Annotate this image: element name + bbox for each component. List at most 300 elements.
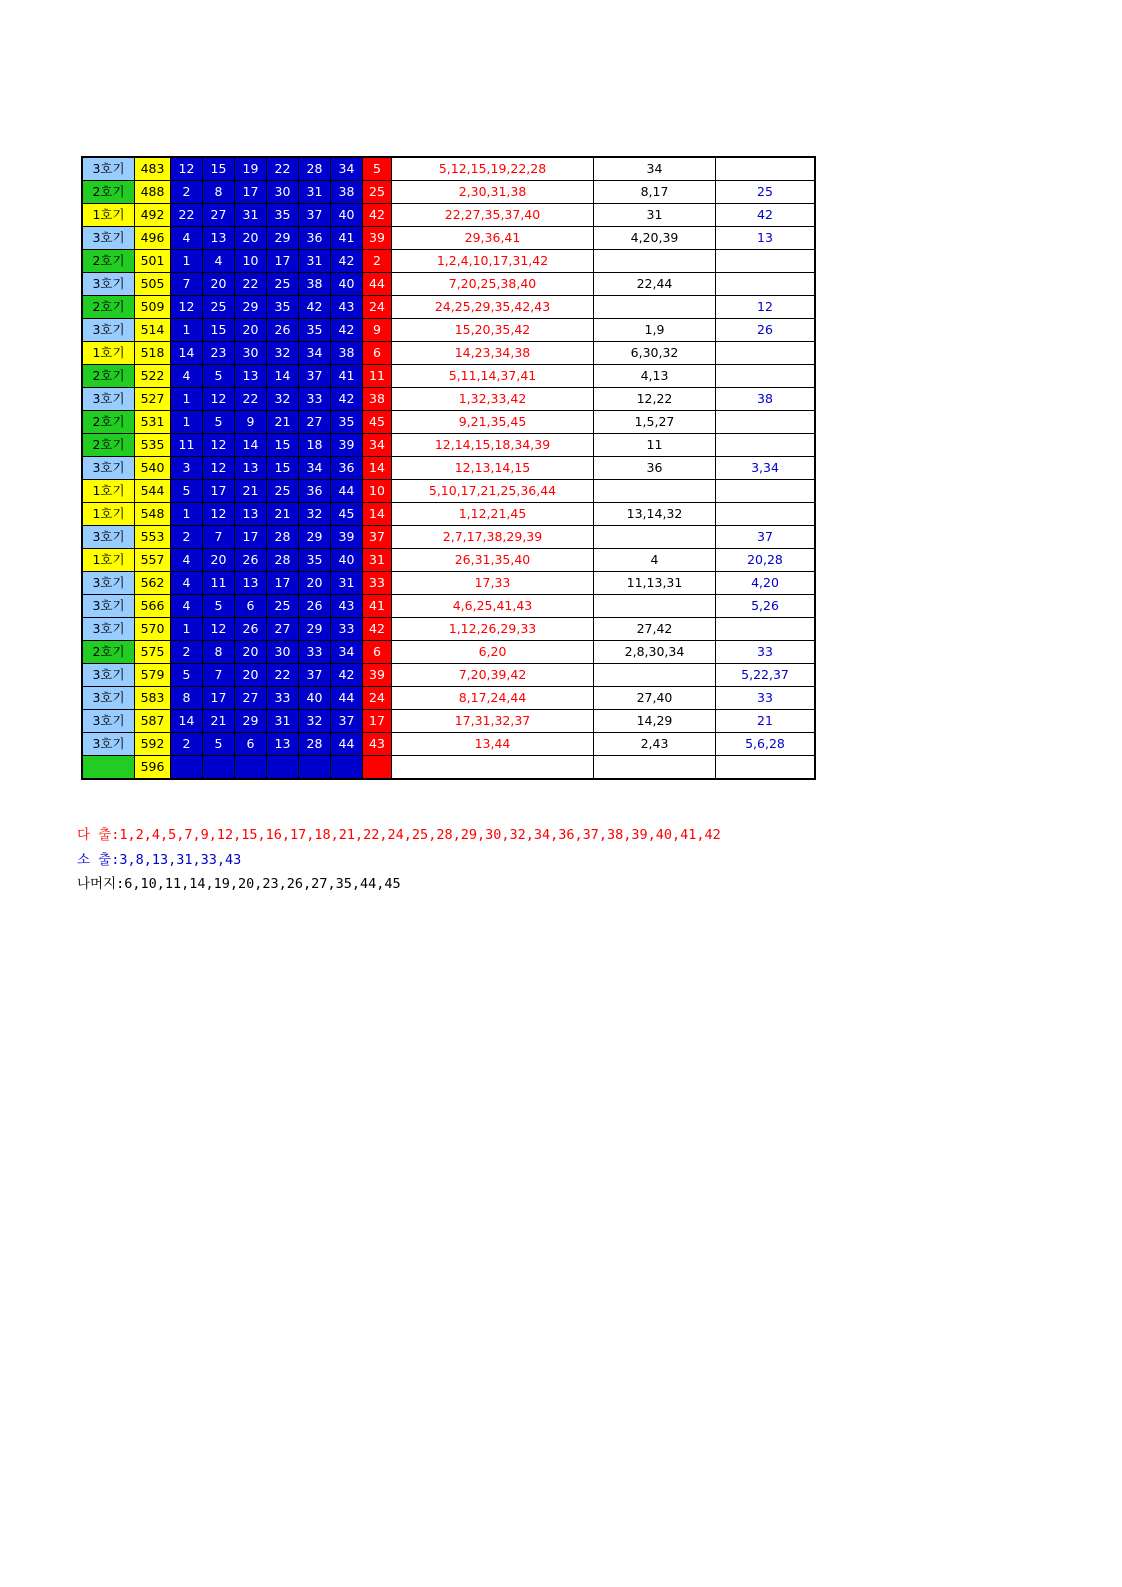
number-cell: 5 bbox=[203, 595, 235, 618]
draw-number-cell: 492 bbox=[135, 204, 171, 227]
result-b-cell: 34 bbox=[594, 157, 716, 181]
draw-number-cell: 488 bbox=[135, 181, 171, 204]
number-cell bbox=[235, 756, 267, 780]
number-cell: 31 bbox=[299, 181, 331, 204]
number-cell: 14 bbox=[171, 710, 203, 733]
number-cell: 39 bbox=[331, 526, 363, 549]
result-b-cell: 27,42 bbox=[594, 618, 716, 641]
result-a-cell: 2,30,31,38 bbox=[392, 181, 594, 204]
number-cell: 2 bbox=[171, 641, 203, 664]
result-b-cell bbox=[594, 480, 716, 503]
draw-number-cell: 562 bbox=[135, 572, 171, 595]
lotto-table bbox=[81, 156, 816, 780]
number-cell bbox=[267, 756, 299, 780]
result-a-cell: 26,31,35,40 bbox=[392, 549, 594, 572]
bonus-cell bbox=[363, 756, 392, 780]
number-cell: 27 bbox=[203, 204, 235, 227]
number-cell: 12 bbox=[203, 434, 235, 457]
number-cell: 4 bbox=[171, 595, 203, 618]
number-cell: 42 bbox=[331, 250, 363, 273]
number-cell: 36 bbox=[299, 480, 331, 503]
bonus-cell: 2 bbox=[363, 250, 392, 273]
bonus-cell: 42 bbox=[363, 204, 392, 227]
table-row bbox=[82, 664, 815, 687]
number-cell: 1 bbox=[171, 503, 203, 526]
result-c-cell: 33 bbox=[716, 641, 816, 664]
result-a-cell: 12,14,15,18,34,39 bbox=[392, 434, 594, 457]
result-c-cell: 33 bbox=[716, 687, 816, 710]
result-b-cell: 31 bbox=[594, 204, 716, 227]
number-cell: 40 bbox=[299, 687, 331, 710]
number-cell: 33 bbox=[267, 687, 299, 710]
machine-cell: 3호기 bbox=[82, 273, 135, 296]
result-a-cell bbox=[392, 756, 594, 780]
number-cell: 12 bbox=[203, 388, 235, 411]
table-row bbox=[82, 319, 815, 342]
number-cell: 8 bbox=[203, 181, 235, 204]
draw-number-cell: 579 bbox=[135, 664, 171, 687]
result-b-cell bbox=[594, 664, 716, 687]
number-cell: 14 bbox=[267, 365, 299, 388]
result-a-cell: 5,12,15,19,22,28 bbox=[392, 157, 594, 181]
number-cell: 17 bbox=[267, 572, 299, 595]
result-c-cell: 5,22,37 bbox=[716, 664, 816, 687]
number-cell: 13 bbox=[203, 227, 235, 250]
bonus-cell: 24 bbox=[363, 687, 392, 710]
machine-cell: 2호기 bbox=[82, 365, 135, 388]
result-a-cell: 2,7,17,38,29,39 bbox=[392, 526, 594, 549]
machine-cell: 3호기 bbox=[82, 618, 135, 641]
number-cell: 20 bbox=[299, 572, 331, 595]
number-cell: 4 bbox=[171, 365, 203, 388]
table-row bbox=[82, 549, 815, 572]
bonus-cell: 41 bbox=[363, 595, 392, 618]
number-cell: 4 bbox=[203, 250, 235, 273]
bonus-cell: 34 bbox=[363, 434, 392, 457]
number-cell: 21 bbox=[203, 710, 235, 733]
result-a-cell: 17,31,32,37 bbox=[392, 710, 594, 733]
number-cell: 36 bbox=[299, 227, 331, 250]
machine-cell: 2호기 bbox=[82, 641, 135, 664]
result-b-cell: 11 bbox=[594, 434, 716, 457]
number-cell: 2 bbox=[171, 526, 203, 549]
number-cell: 7 bbox=[203, 664, 235, 687]
table-row bbox=[82, 710, 815, 733]
result-a-cell: 5,11,14,37,41 bbox=[392, 365, 594, 388]
number-cell: 31 bbox=[331, 572, 363, 595]
result-a-cell: 1,32,33,42 bbox=[392, 388, 594, 411]
number-cell: 12 bbox=[203, 618, 235, 641]
table-row bbox=[82, 480, 815, 503]
number-cell: 38 bbox=[331, 342, 363, 365]
result-a-cell: 1,12,26,29,33 bbox=[392, 618, 594, 641]
number-cell: 20 bbox=[203, 273, 235, 296]
number-cell: 15 bbox=[203, 157, 235, 181]
result-a-cell: 1,12,21,45 bbox=[392, 503, 594, 526]
bonus-cell: 31 bbox=[363, 549, 392, 572]
bonus-cell: 10 bbox=[363, 480, 392, 503]
result-c-cell: 12 bbox=[716, 296, 816, 319]
result-a-cell: 8,17,24,44 bbox=[392, 687, 594, 710]
result-c-cell: 37 bbox=[716, 526, 816, 549]
result-b-cell: 2,8,30,34 bbox=[594, 641, 716, 664]
table-row bbox=[82, 365, 815, 388]
number-cell: 34 bbox=[299, 457, 331, 480]
result-a-cell: 24,25,29,35,42,43 bbox=[392, 296, 594, 319]
result-b-cell bbox=[594, 756, 716, 780]
number-cell: 25 bbox=[267, 273, 299, 296]
number-cell: 43 bbox=[331, 595, 363, 618]
number-cell: 29 bbox=[267, 227, 299, 250]
draw-number-cell: 496 bbox=[135, 227, 171, 250]
result-a-cell: 14,23,34,38 bbox=[392, 342, 594, 365]
machine-cell: 3호기 bbox=[82, 388, 135, 411]
result-b-cell: 27,40 bbox=[594, 687, 716, 710]
number-cell: 35 bbox=[331, 411, 363, 434]
table-row bbox=[82, 434, 815, 457]
result-a-cell: 9,21,35,45 bbox=[392, 411, 594, 434]
table-row bbox=[82, 618, 815, 641]
number-cell: 19 bbox=[235, 157, 267, 181]
machine-cell: 3호기 bbox=[82, 595, 135, 618]
machine-cell: 1호기 bbox=[82, 549, 135, 572]
result-a-cell: 12,13,14,15 bbox=[392, 457, 594, 480]
result-c-cell: 4,20 bbox=[716, 572, 816, 595]
machine-cell: 3호기 bbox=[82, 526, 135, 549]
number-cell: 29 bbox=[299, 526, 331, 549]
number-cell: 28 bbox=[299, 733, 331, 756]
number-cell: 20 bbox=[235, 227, 267, 250]
number-cell: 28 bbox=[267, 549, 299, 572]
number-cell: 20 bbox=[235, 664, 267, 687]
number-cell: 29 bbox=[299, 618, 331, 641]
result-b-cell: 2,43 bbox=[594, 733, 716, 756]
machine-cell: 3호기 bbox=[82, 664, 135, 687]
result-c-cell bbox=[716, 503, 816, 526]
machine-cell bbox=[82, 756, 135, 780]
number-cell: 32 bbox=[267, 388, 299, 411]
result-c-cell: 13 bbox=[716, 227, 816, 250]
number-cell: 26 bbox=[235, 618, 267, 641]
draw-number-cell: 505 bbox=[135, 273, 171, 296]
number-cell: 30 bbox=[267, 641, 299, 664]
number-cell: 26 bbox=[267, 319, 299, 342]
result-a-cell: 7,20,25,38,40 bbox=[392, 273, 594, 296]
number-cell: 18 bbox=[299, 434, 331, 457]
table-row bbox=[82, 756, 815, 780]
number-cell: 13 bbox=[267, 733, 299, 756]
bonus-cell: 33 bbox=[363, 572, 392, 595]
bonus-cell: 39 bbox=[363, 664, 392, 687]
number-cell: 14 bbox=[235, 434, 267, 457]
number-cell: 2 bbox=[171, 733, 203, 756]
number-cell: 37 bbox=[299, 365, 331, 388]
number-cell: 33 bbox=[299, 388, 331, 411]
number-cell: 38 bbox=[299, 273, 331, 296]
number-cell: 22 bbox=[171, 204, 203, 227]
bonus-cell: 14 bbox=[363, 503, 392, 526]
draw-number-cell: 527 bbox=[135, 388, 171, 411]
result-b-cell: 12,22 bbox=[594, 388, 716, 411]
draw-number-cell: 587 bbox=[135, 710, 171, 733]
bonus-cell: 14 bbox=[363, 457, 392, 480]
number-cell: 30 bbox=[267, 181, 299, 204]
number-cell: 42 bbox=[331, 664, 363, 687]
number-cell: 20 bbox=[235, 319, 267, 342]
number-cell: 7 bbox=[203, 526, 235, 549]
number-cell: 15 bbox=[267, 434, 299, 457]
draw-number-cell: 501 bbox=[135, 250, 171, 273]
number-cell: 10 bbox=[235, 250, 267, 273]
result-c-cell bbox=[716, 342, 816, 365]
table-row bbox=[82, 572, 815, 595]
number-cell: 17 bbox=[235, 181, 267, 204]
table-row bbox=[82, 157, 815, 181]
number-cell: 34 bbox=[299, 342, 331, 365]
number-cell: 4 bbox=[171, 227, 203, 250]
number-cell: 40 bbox=[331, 273, 363, 296]
result-b-cell: 13,14,32 bbox=[594, 503, 716, 526]
table-row bbox=[82, 273, 815, 296]
bonus-cell: 6 bbox=[363, 342, 392, 365]
number-cell: 29 bbox=[235, 710, 267, 733]
number-cell: 20 bbox=[203, 549, 235, 572]
result-a-cell: 29,36,41 bbox=[392, 227, 594, 250]
number-cell: 35 bbox=[299, 549, 331, 572]
draw-number-cell: 575 bbox=[135, 641, 171, 664]
draw-number-cell: 540 bbox=[135, 457, 171, 480]
table-row bbox=[82, 388, 815, 411]
number-cell: 42 bbox=[331, 388, 363, 411]
number-cell: 31 bbox=[267, 710, 299, 733]
number-cell: 35 bbox=[267, 296, 299, 319]
bonus-cell: 25 bbox=[363, 181, 392, 204]
number-cell: 5 bbox=[171, 480, 203, 503]
result-c-cell: 26 bbox=[716, 319, 816, 342]
draw-number-cell: 544 bbox=[135, 480, 171, 503]
number-cell: 40 bbox=[331, 549, 363, 572]
result-a-cell: 22,27,35,37,40 bbox=[392, 204, 594, 227]
result-c-cell: 3,34 bbox=[716, 457, 816, 480]
machine-cell: 3호기 bbox=[82, 572, 135, 595]
result-c-cell: 42 bbox=[716, 204, 816, 227]
number-cell: 25 bbox=[267, 480, 299, 503]
number-cell: 22 bbox=[235, 273, 267, 296]
bonus-cell: 38 bbox=[363, 388, 392, 411]
result-c-cell: 5,26 bbox=[716, 595, 816, 618]
machine-cell: 3호기 bbox=[82, 319, 135, 342]
number-cell: 42 bbox=[299, 296, 331, 319]
result-c-cell bbox=[716, 434, 816, 457]
number-cell bbox=[331, 756, 363, 780]
number-cell bbox=[203, 756, 235, 780]
table-row bbox=[82, 250, 815, 273]
number-cell: 5 bbox=[203, 365, 235, 388]
bonus-cell: 43 bbox=[363, 733, 392, 756]
machine-cell: 3호기 bbox=[82, 710, 135, 733]
table-row bbox=[82, 503, 815, 526]
number-cell: 21 bbox=[235, 480, 267, 503]
number-cell: 32 bbox=[299, 710, 331, 733]
number-cell: 17 bbox=[203, 687, 235, 710]
number-cell: 1 bbox=[171, 618, 203, 641]
number-cell: 41 bbox=[331, 365, 363, 388]
number-cell: 33 bbox=[299, 641, 331, 664]
table-row bbox=[82, 227, 815, 250]
result-a-cell: 1,2,4,10,17,31,42 bbox=[392, 250, 594, 273]
bonus-cell: 42 bbox=[363, 618, 392, 641]
number-cell: 11 bbox=[203, 572, 235, 595]
number-cell: 6 bbox=[235, 595, 267, 618]
number-cell: 14 bbox=[171, 342, 203, 365]
number-cell: 8 bbox=[171, 687, 203, 710]
number-cell: 13 bbox=[235, 457, 267, 480]
result-c-cell bbox=[716, 618, 816, 641]
table-row bbox=[82, 296, 815, 319]
number-cell: 43 bbox=[331, 296, 363, 319]
table-row bbox=[82, 411, 815, 434]
number-cell: 17 bbox=[203, 480, 235, 503]
draw-number-cell: 596 bbox=[135, 756, 171, 780]
result-c-cell: 38 bbox=[716, 388, 816, 411]
table-row bbox=[82, 181, 815, 204]
result-b-cell bbox=[594, 526, 716, 549]
result-c-cell bbox=[716, 250, 816, 273]
number-cell: 38 bbox=[331, 181, 363, 204]
draw-number-cell: 592 bbox=[135, 733, 171, 756]
result-b-cell: 36 bbox=[594, 457, 716, 480]
number-cell: 31 bbox=[235, 204, 267, 227]
result-c-cell bbox=[716, 480, 816, 503]
number-cell: 42 bbox=[331, 319, 363, 342]
number-cell: 37 bbox=[331, 710, 363, 733]
draw-number-cell: 509 bbox=[135, 296, 171, 319]
draw-number-cell: 483 bbox=[135, 157, 171, 181]
number-cell: 44 bbox=[331, 733, 363, 756]
table-row bbox=[82, 641, 815, 664]
number-cell: 12 bbox=[171, 296, 203, 319]
result-c-cell: 5,6,28 bbox=[716, 733, 816, 756]
number-cell bbox=[299, 756, 331, 780]
number-cell: 13 bbox=[235, 503, 267, 526]
machine-cell: 3호기 bbox=[82, 157, 135, 181]
number-cell bbox=[171, 756, 203, 780]
number-cell: 40 bbox=[331, 204, 363, 227]
number-cell: 21 bbox=[267, 503, 299, 526]
number-cell: 4 bbox=[171, 572, 203, 595]
machine-cell: 2호기 bbox=[82, 250, 135, 273]
result-b-cell: 1,5,27 bbox=[594, 411, 716, 434]
machine-cell: 3호기 bbox=[82, 687, 135, 710]
number-cell: 1 bbox=[171, 411, 203, 434]
number-cell: 36 bbox=[331, 457, 363, 480]
bonus-cell: 6 bbox=[363, 641, 392, 664]
draw-number-cell: 518 bbox=[135, 342, 171, 365]
table-row bbox=[82, 457, 815, 480]
number-cell: 25 bbox=[267, 595, 299, 618]
number-cell: 45 bbox=[331, 503, 363, 526]
number-cell: 33 bbox=[331, 618, 363, 641]
number-cell: 28 bbox=[267, 526, 299, 549]
machine-cell: 2호기 bbox=[82, 434, 135, 457]
number-cell: 1 bbox=[171, 388, 203, 411]
number-cell: 13 bbox=[235, 572, 267, 595]
result-b-cell bbox=[594, 250, 716, 273]
number-cell: 27 bbox=[267, 618, 299, 641]
result-b-cell: 1,9 bbox=[594, 319, 716, 342]
result-b-cell bbox=[594, 296, 716, 319]
note-rest: 나머지:6,10,11,14,19,20,23,26,27,35,44,45 bbox=[77, 876, 401, 892]
table-row bbox=[82, 687, 815, 710]
result-b-cell bbox=[594, 595, 716, 618]
number-cell: 21 bbox=[267, 411, 299, 434]
number-cell: 8 bbox=[203, 641, 235, 664]
number-cell: 29 bbox=[235, 296, 267, 319]
table-row bbox=[82, 733, 815, 756]
machine-cell: 1호기 bbox=[82, 503, 135, 526]
bonus-cell: 44 bbox=[363, 273, 392, 296]
result-a-cell: 7,20,39,42 bbox=[392, 664, 594, 687]
number-cell: 26 bbox=[235, 549, 267, 572]
number-cell: 28 bbox=[299, 157, 331, 181]
number-cell: 22 bbox=[267, 664, 299, 687]
draw-number-cell: 566 bbox=[135, 595, 171, 618]
result-a-cell: 4,6,25,41,43 bbox=[392, 595, 594, 618]
bonus-cell: 17 bbox=[363, 710, 392, 733]
number-cell: 44 bbox=[331, 687, 363, 710]
draw-number-cell: 553 bbox=[135, 526, 171, 549]
table-row bbox=[82, 595, 815, 618]
result-c-cell bbox=[716, 411, 816, 434]
number-cell: 12 bbox=[203, 457, 235, 480]
bonus-cell: 39 bbox=[363, 227, 392, 250]
table-row bbox=[82, 204, 815, 227]
number-cell: 2 bbox=[171, 181, 203, 204]
number-cell: 5 bbox=[203, 411, 235, 434]
number-cell: 22 bbox=[267, 157, 299, 181]
result-c-cell bbox=[716, 273, 816, 296]
number-cell: 17 bbox=[235, 526, 267, 549]
number-cell: 12 bbox=[203, 503, 235, 526]
machine-cell: 2호기 bbox=[82, 296, 135, 319]
draw-number-cell: 535 bbox=[135, 434, 171, 457]
number-cell: 34 bbox=[331, 641, 363, 664]
number-cell: 3 bbox=[171, 457, 203, 480]
bonus-cell: 45 bbox=[363, 411, 392, 434]
machine-cell: 1호기 bbox=[82, 480, 135, 503]
draw-number-cell: 522 bbox=[135, 365, 171, 388]
number-cell: 5 bbox=[203, 733, 235, 756]
number-cell: 27 bbox=[299, 411, 331, 434]
machine-cell: 2호기 bbox=[82, 181, 135, 204]
number-cell: 41 bbox=[331, 227, 363, 250]
number-cell: 1 bbox=[171, 319, 203, 342]
draw-number-cell: 583 bbox=[135, 687, 171, 710]
result-a-cell: 15,20,35,42 bbox=[392, 319, 594, 342]
draw-number-cell: 514 bbox=[135, 319, 171, 342]
number-cell: 25 bbox=[203, 296, 235, 319]
result-c-cell: 25 bbox=[716, 181, 816, 204]
lotto-table-body bbox=[82, 157, 815, 779]
number-cell: 37 bbox=[299, 664, 331, 687]
result-a-cell: 13,44 bbox=[392, 733, 594, 756]
number-cell: 26 bbox=[299, 595, 331, 618]
number-cell: 34 bbox=[331, 157, 363, 181]
number-cell: 11 bbox=[171, 434, 203, 457]
bonus-cell: 9 bbox=[363, 319, 392, 342]
number-cell: 31 bbox=[299, 250, 331, 273]
number-cell: 6 bbox=[235, 733, 267, 756]
